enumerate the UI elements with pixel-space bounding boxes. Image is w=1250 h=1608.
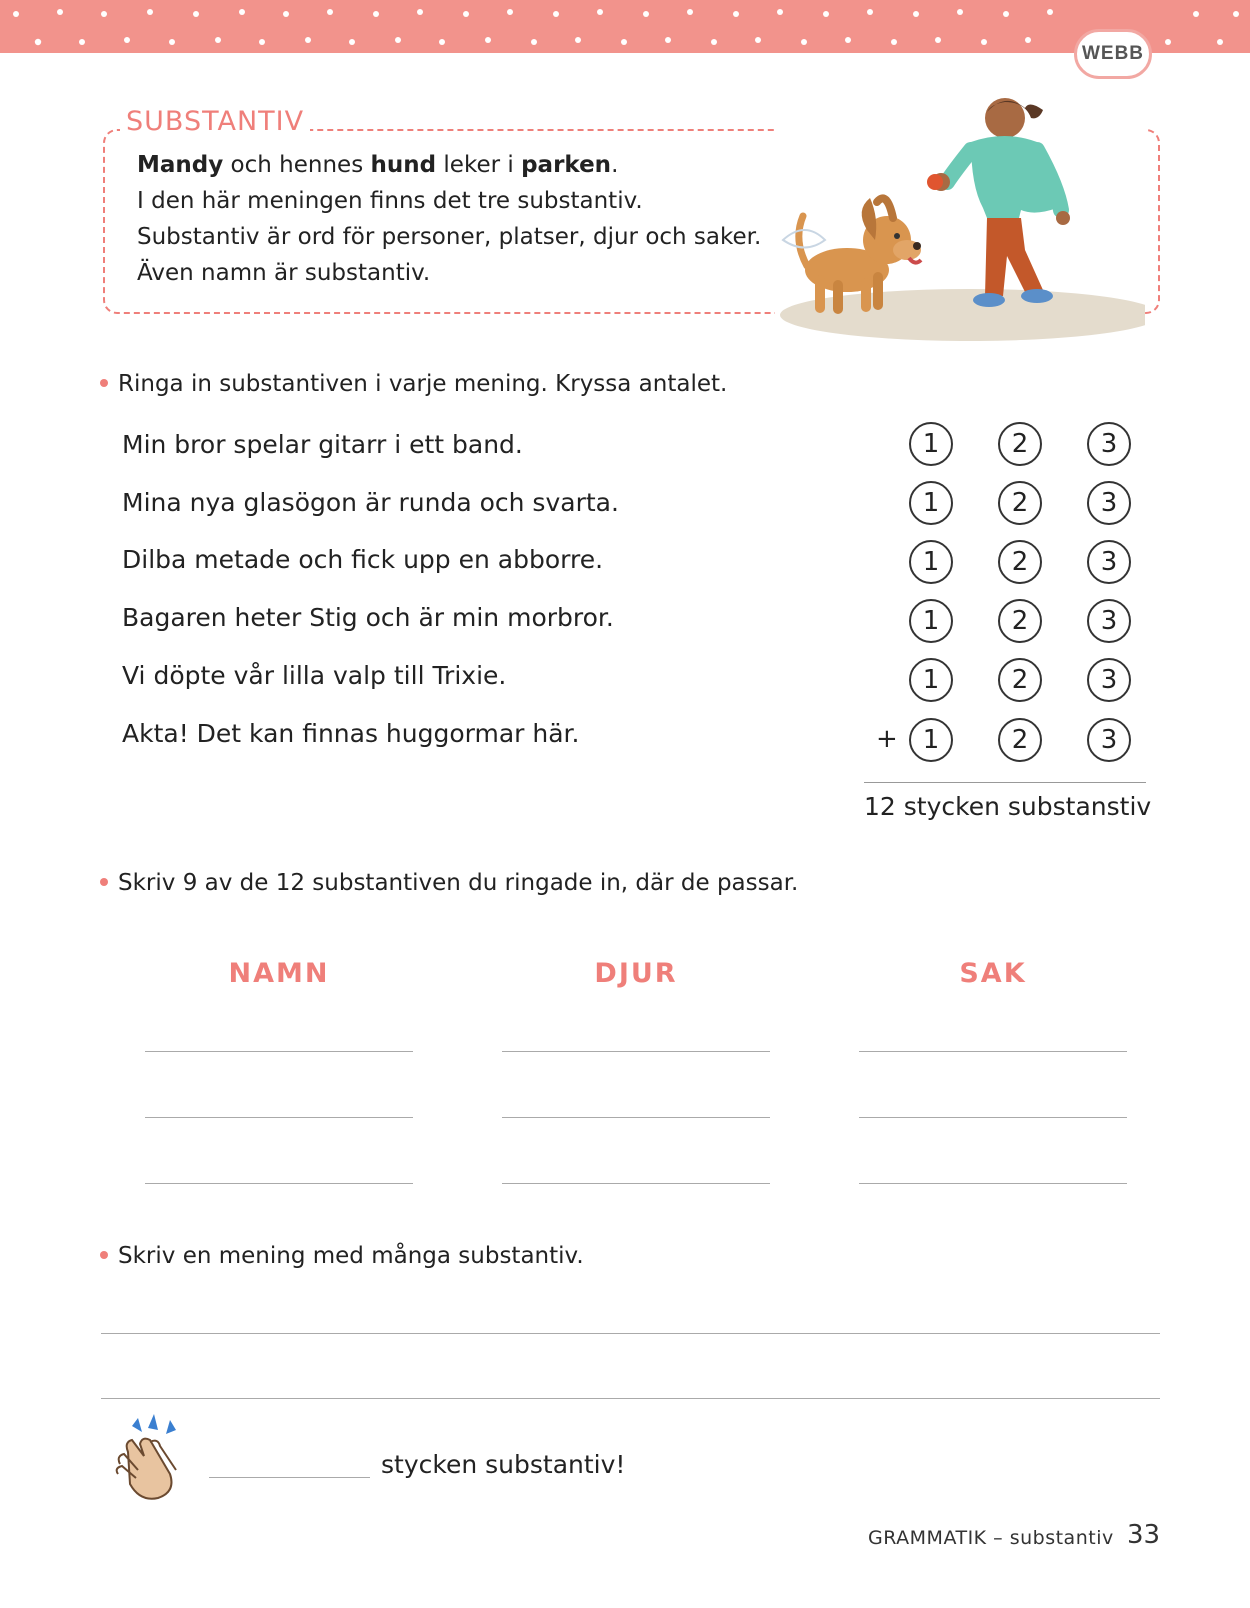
exercise1-instruction [100,369,727,399]
text-period: . [611,152,619,178]
answer-line-sak-3[interactable] [859,1183,1127,1184]
option-circle[interactable]: 3 [1087,599,1131,643]
webb-badge[interactable] [1074,29,1152,79]
text-leker-i: leker i [436,152,522,178]
option-circle[interactable]: 3 [1087,658,1131,702]
sum-text: 12 stycken substanstiv [864,792,1152,821]
answer-line-djur-1[interactable] [502,1051,770,1052]
answer-line-namn-3[interactable] [145,1183,413,1184]
dots-pattern [0,0,1250,53]
option-circle[interactable]: 1 [909,481,953,525]
answer-line-sak-1[interactable] [859,1051,1127,1052]
answer-line-namn-2[interactable] [145,1117,413,1118]
sentence-1: Min bror spelar gitarr i ett band. [122,430,523,459]
category-heading-namn: NAMN [228,958,330,989]
sentence-5: Vi döpte vår lilla valp till Trixie. [122,661,507,690]
text-och-hennes: och hennes [223,152,371,178]
word-hund: hund [370,152,437,178]
info-line-4: Även namn är substantiv. [137,260,431,286]
option-circle[interactable]: 2 [998,422,1042,466]
word-mandy: Mandy [137,152,224,178]
girl-and-dog-illustration [775,90,1145,350]
top-decorative-band [0,0,1250,53]
option-circle[interactable]: 3 [1087,540,1131,584]
info-line-1 [137,150,618,180]
bullet-dot [100,1251,108,1259]
sum-divider [864,782,1146,783]
category-heading-sak: SAK [959,958,1027,989]
option-circle[interactable]: 1 [909,599,953,643]
word-parken: parken [521,152,612,178]
sentence-answer-line-2[interactable] [101,1398,1160,1399]
option-circle[interactable]: 1 [909,658,953,702]
option-circle[interactable]: 2 [998,718,1042,762]
exercise3-instruction [100,1241,584,1271]
sentence-4: Bagaren heter Stig och är min morbror. [122,603,614,632]
option-circle[interactable]: 3 [1087,718,1131,762]
option-circle[interactable]: 2 [998,481,1042,525]
answer-line-sak-2[interactable] [859,1117,1127,1118]
plus-sign: + [876,724,898,754]
footer-section-label: GRAMMATIK – substantiv [868,1527,1114,1549]
page-number: 33 [1127,1520,1161,1550]
info-box-title: SUBSTANTIV [120,106,310,137]
option-circle[interactable]: 2 [998,540,1042,584]
option-circle[interactable]: 1 [909,422,953,466]
sentence-6: Akta! Det kan finnas huggormar här. [122,719,580,748]
option-circle[interactable]: 2 [998,658,1042,702]
sentence-2: Mina nya glasögon är runda och svarta. [122,488,619,517]
option-circle[interactable]: 3 [1087,422,1131,466]
sentence-answer-line-1[interactable] [101,1333,1160,1334]
option-circle[interactable]: 1 [909,540,953,584]
option-circle[interactable]: 1 [909,718,953,762]
answer-line-djur-2[interactable] [502,1117,770,1118]
bullet-dot [100,379,108,387]
clapping-hands-icon [110,1412,190,1502]
exercise3-instruction-text: Skriv en mening med många substantiv. [118,1243,584,1269]
exercise2-instruction [100,868,798,898]
option-circle[interactable]: 3 [1087,481,1131,525]
category-heading-djur: DJUR [594,958,678,989]
answer-line-namn-1[interactable] [145,1051,413,1052]
option-circle[interactable]: 2 [998,599,1042,643]
exercise2-instruction-text: Skriv 9 av de 12 substantiven du ringade in, där de passar. [118,870,799,896]
self-check-text: stycken substantiv! [381,1450,626,1479]
exercise1-instruction-text: Ringa in substantiven i varje mening. Kryssa antalet. [118,371,728,397]
answer-line-djur-3[interactable] [502,1183,770,1184]
count-answer-line[interactable] [209,1477,370,1478]
sentence-3: Dilba metade och fick upp en abborre. [122,545,604,574]
webb-badge-label: WEBB [1081,43,1145,64]
info-line-3: Substantiv är ord för personer, platser, djur och saker. [137,224,762,250]
bullet-dot [100,878,108,886]
info-line-2: I den här meningen finns det tre substantiv. [137,188,643,214]
